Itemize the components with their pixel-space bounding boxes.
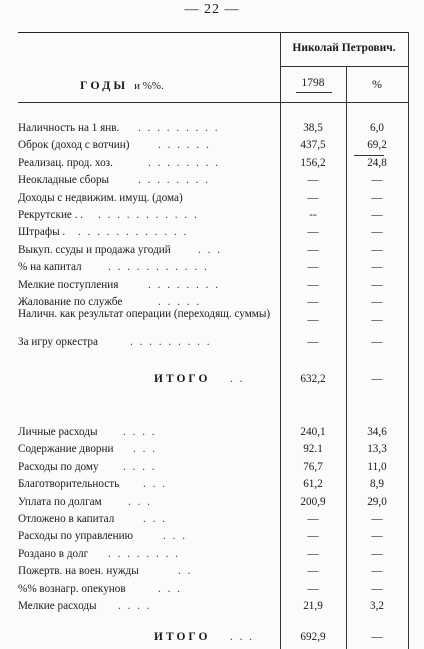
- row-label: Отложено в капитал: [18, 513, 115, 525]
- total-dots: . .: [230, 373, 245, 385]
- row-value: --: [309, 209, 317, 221]
- table-row: [18, 513, 408, 529]
- header-bottom-rule: [18, 102, 408, 103]
- row-leader-dots: . . . . . . . . . . . .: [78, 226, 189, 239]
- row-label: Расходы по дому: [18, 460, 99, 473]
- table-row: [18, 530, 408, 546]
- row-leader-dots: . . .: [163, 530, 187, 543]
- row-value: 200,9: [300, 495, 326, 508]
- person-header: Николай Петрович.: [292, 42, 396, 54]
- row-percent: —: [371, 547, 383, 560]
- row-leader-dots: . . .: [128, 495, 152, 508]
- table-top-rule: [18, 32, 408, 33]
- table-row: [18, 139, 408, 155]
- row-percent: —: [371, 261, 383, 274]
- table-row: [18, 209, 408, 225]
- row-label: Рекрутские . .: [18, 209, 84, 221]
- row-value: —: [307, 314, 319, 326]
- total-percent: —: [371, 373, 383, 385]
- years-header: [80, 78, 164, 93]
- row-percent: 24,8: [367, 156, 387, 169]
- table-row: [18, 426, 408, 442]
- row-value: —: [307, 278, 319, 291]
- row-percent: —: [371, 226, 383, 239]
- row-percent: —: [371, 314, 383, 326]
- row-value: —: [307, 226, 319, 239]
- row-percent: 3,2: [370, 600, 384, 612]
- row-leader-dots: . . . . . .: [158, 139, 211, 152]
- row-label: Доходы с недвижим. имущ. (дома): [18, 191, 183, 204]
- header-split-rule: [280, 66, 408, 67]
- table-row: [18, 583, 408, 599]
- year-header: 1798: [301, 77, 325, 89]
- orchestra-row: [18, 336, 408, 352]
- row-percent: 29,0: [367, 495, 387, 508]
- row-label: Личные расходы: [18, 426, 98, 438]
- row-percent: 11,0: [367, 460, 387, 473]
- total-value: 692,9: [300, 631, 326, 643]
- row-value: —: [307, 191, 319, 204]
- table-row: [18, 443, 408, 459]
- table-row: [18, 478, 408, 494]
- years-header-tail: и %%.: [134, 80, 164, 92]
- row-label: Пожертв. на воен. нужды: [18, 565, 139, 578]
- row-label: % на капитал: [18, 261, 82, 274]
- row-leader-dots: . . . . . . . . .: [130, 336, 212, 348]
- row-percent: —: [371, 191, 383, 204]
- row-percent: 69,2: [367, 139, 387, 152]
- row-leader-dots: . . . . . . . .: [108, 547, 180, 560]
- table-row: [18, 157, 408, 173]
- row-leader-dots: . . .: [143, 513, 167, 525]
- row-leader-dots: . . . .: [123, 460, 157, 473]
- row-label: Содержание дворни: [18, 443, 114, 456]
- row-value: —: [307, 582, 319, 595]
- row-leader-dots: . . . . . . . . .: [138, 122, 220, 134]
- row-label: Неокладные сборы: [18, 174, 110, 187]
- row-label: %% вознагр. опекунов: [18, 582, 126, 595]
- budget-table: [18, 22, 416, 649]
- row-percent: —: [371, 296, 383, 308]
- table-row: [18, 174, 408, 190]
- percent-underline-mark: [354, 155, 384, 156]
- row-label: Наличн. как результат операции (переходящ. суммы): [18, 308, 271, 320]
- row-value: —: [307, 530, 319, 543]
- row-value: —: [307, 547, 319, 560]
- row-leader-dots: . . . .: [123, 426, 157, 438]
- row-value: —: [307, 565, 319, 578]
- row-value: 38,5: [303, 122, 323, 134]
- table-row: [18, 122, 408, 138]
- total-dots: . . .: [230, 631, 254, 643]
- total-label: ИТОГО: [154, 373, 211, 385]
- row-percent: 13,3: [367, 443, 387, 456]
- table-row: [18, 565, 408, 581]
- years-header-main: ГОДЫ: [80, 78, 129, 92]
- expense-total-row: [18, 631, 408, 647]
- row-percent: —: [371, 243, 383, 256]
- row-leader-dots: . . . . . . . .: [138, 174, 210, 187]
- row-value: 21,9: [303, 600, 323, 612]
- row-label: Уплата по долгам: [18, 495, 102, 508]
- row-value: —: [307, 243, 319, 256]
- row-label: Мелкие поступления: [18, 278, 119, 291]
- row-percent: —: [371, 565, 383, 578]
- row-label: Благотворительность: [18, 478, 120, 491]
- total-percent: —: [371, 631, 383, 643]
- row-value: 61,2: [303, 478, 323, 491]
- percent-header: %: [372, 77, 382, 91]
- row-leader-dots: . . .: [158, 582, 182, 595]
- row-leader-dots: . . .: [133, 443, 157, 456]
- row-label: Реализац. прод. хоз.: [18, 156, 113, 169]
- table-row: [18, 600, 408, 616]
- row-leader-dots: . . . .: [118, 600, 152, 612]
- table-row: [18, 192, 408, 208]
- row-percent: —: [371, 582, 383, 595]
- year-underline: [296, 92, 332, 93]
- row-leader-dots: . .: [178, 565, 193, 578]
- row-value: —: [307, 513, 319, 525]
- row-label: Жалование по службе: [18, 296, 123, 308]
- income-total-row: [18, 373, 408, 389]
- row-label: Мелкие расходы: [18, 600, 97, 612]
- row-leader-dots: . . . . . . . . . . .: [98, 209, 199, 221]
- row-percent: —: [371, 278, 383, 291]
- row-label: Наличность на 1 янв.: [18, 122, 120, 134]
- row-value: 156,2: [300, 156, 326, 169]
- table-row: [18, 461, 408, 477]
- row-percent: 34,6: [367, 426, 387, 438]
- row-leader-dots: . . .: [143, 478, 167, 491]
- row-leader-dots: . . . . . . . . . . .: [108, 261, 209, 274]
- table-row: [18, 548, 408, 564]
- row-label: Роздано в долг: [18, 547, 89, 560]
- total-label: ИТОГО: [154, 631, 211, 643]
- table-row: [18, 279, 408, 295]
- table-row: [18, 226, 408, 242]
- row-value: —: [307, 296, 319, 308]
- table-row: [18, 244, 408, 260]
- row-percent: —: [371, 530, 383, 543]
- row-leader-dots: . . .: [198, 243, 222, 256]
- table-row: [18, 496, 408, 512]
- row-label: Штрафы .: [18, 226, 66, 239]
- page-number: — 22 —: [184, 2, 240, 17]
- row-value: 437,5: [300, 139, 326, 152]
- row-label: Оброк (доход с вотчин): [18, 139, 130, 152]
- row-percent: —: [371, 513, 383, 525]
- row-percent: —: [371, 209, 383, 221]
- row-value: 76,7: [303, 460, 323, 473]
- row-percent: —: [371, 336, 383, 348]
- row-percent: 8,9: [370, 478, 384, 491]
- row-value: 240,1: [300, 426, 326, 438]
- row-label: Выкуп. ссуды и продажа угодий: [18, 243, 171, 256]
- row-value: —: [307, 174, 319, 187]
- total-value: 632,2: [300, 373, 326, 385]
- row-leader-dots: . . . . . . . .: [148, 278, 220, 291]
- row-value: 92.1: [303, 443, 323, 456]
- row-leader-dots: . . . . . . . .: [148, 156, 220, 169]
- row-label: Расходы по управлению: [18, 530, 133, 543]
- column-divider-right: [408, 32, 409, 649]
- table-row: [18, 261, 408, 277]
- row-value: —: [307, 336, 319, 348]
- carry-row: [18, 308, 408, 338]
- row-percent: —: [371, 174, 383, 187]
- row-value: —: [307, 261, 319, 274]
- row-percent: 6,0: [370, 122, 384, 134]
- row-label: За игру оркестра: [18, 336, 98, 348]
- row-leader-dots: . . . . .: [158, 296, 202, 308]
